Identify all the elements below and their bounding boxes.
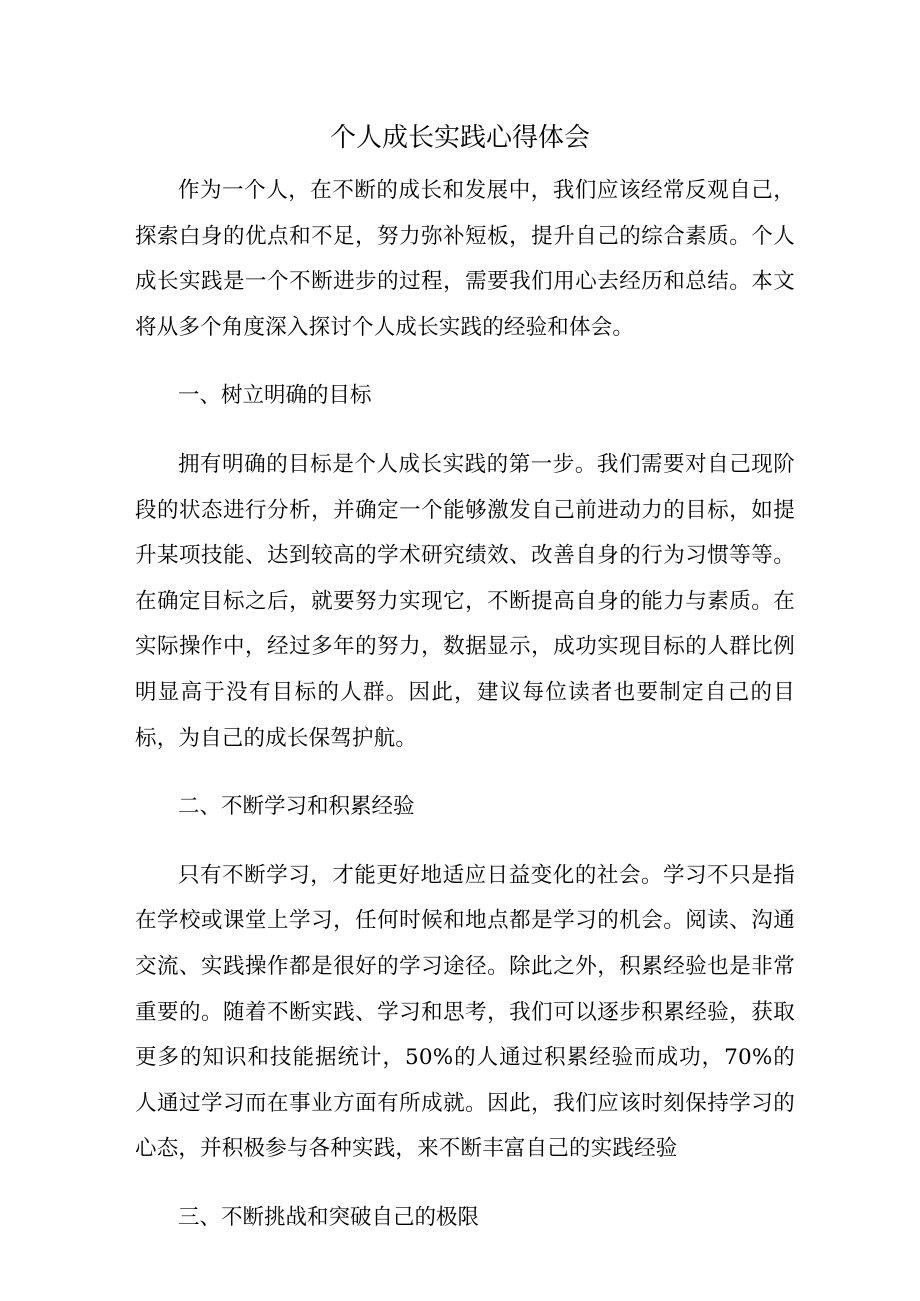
section-heading-learning: 二、不断学习和积累经验 <box>178 794 415 820</box>
intro-paragraph: 作为一个人，在不断的成长和发展中，我们应该经常反观自己，探索白身的优点和不足，努力弥补短板，提升自己的综合素质。个人成长实践是一个不断进步的过程，需要我们用心去经历和总结。本文将从多个角度深入探讨个人成长实践的经验和体会。 <box>135 178 795 340</box>
document-body <box>135 168 795 1263</box>
section-paragraph-learning: 只有不断学习，才能更好地适应日益变化的社会。学习不只是指在学校或课堂上学习，任何时候和地点都是学习的机会。阅读、沟通交流、实践操作都是很好的学习途径。除此之外，积累经验也是非常重要的。随着不断实践、学习和思考，我们可以逐步积累经验，获取更多的知识和技能据统计，50%的人通过积累经验而成功，70%的人通过学习而在事业方面有所成就。因此，我们应该时刻保持学习的心态，并积极参与各种实践，来不断丰富自己的实践经验 <box>135 862 795 1162</box>
section-paragraph-goals: 拥有明确的目标是个人成长实践的第一步。我们需要对自己现阶段的状态进行分析，并确定一个能够激发自己前进动力的目标，如提升某项技能、达到较高的学术研究绩效、改善自身的行为习惯等等。在确定目标之后，就要努力实现它，不断提高自身的能力与素质。在实际操作中，经过多年的努力，数据显示，成功实现目标的人群比例明显高于没有目标的人群。因此，建议每位读者也要制定自己的目标，为自己的成长保驾护航。 <box>135 451 795 751</box>
section-heading-goals: 一、树立明确的目标 <box>178 383 372 409</box>
section-heading-challenge: 三、不断挑战和突破自己的极限 <box>178 1204 480 1230</box>
document-title: 个人成长实践心得体会 <box>329 123 590 153</box>
